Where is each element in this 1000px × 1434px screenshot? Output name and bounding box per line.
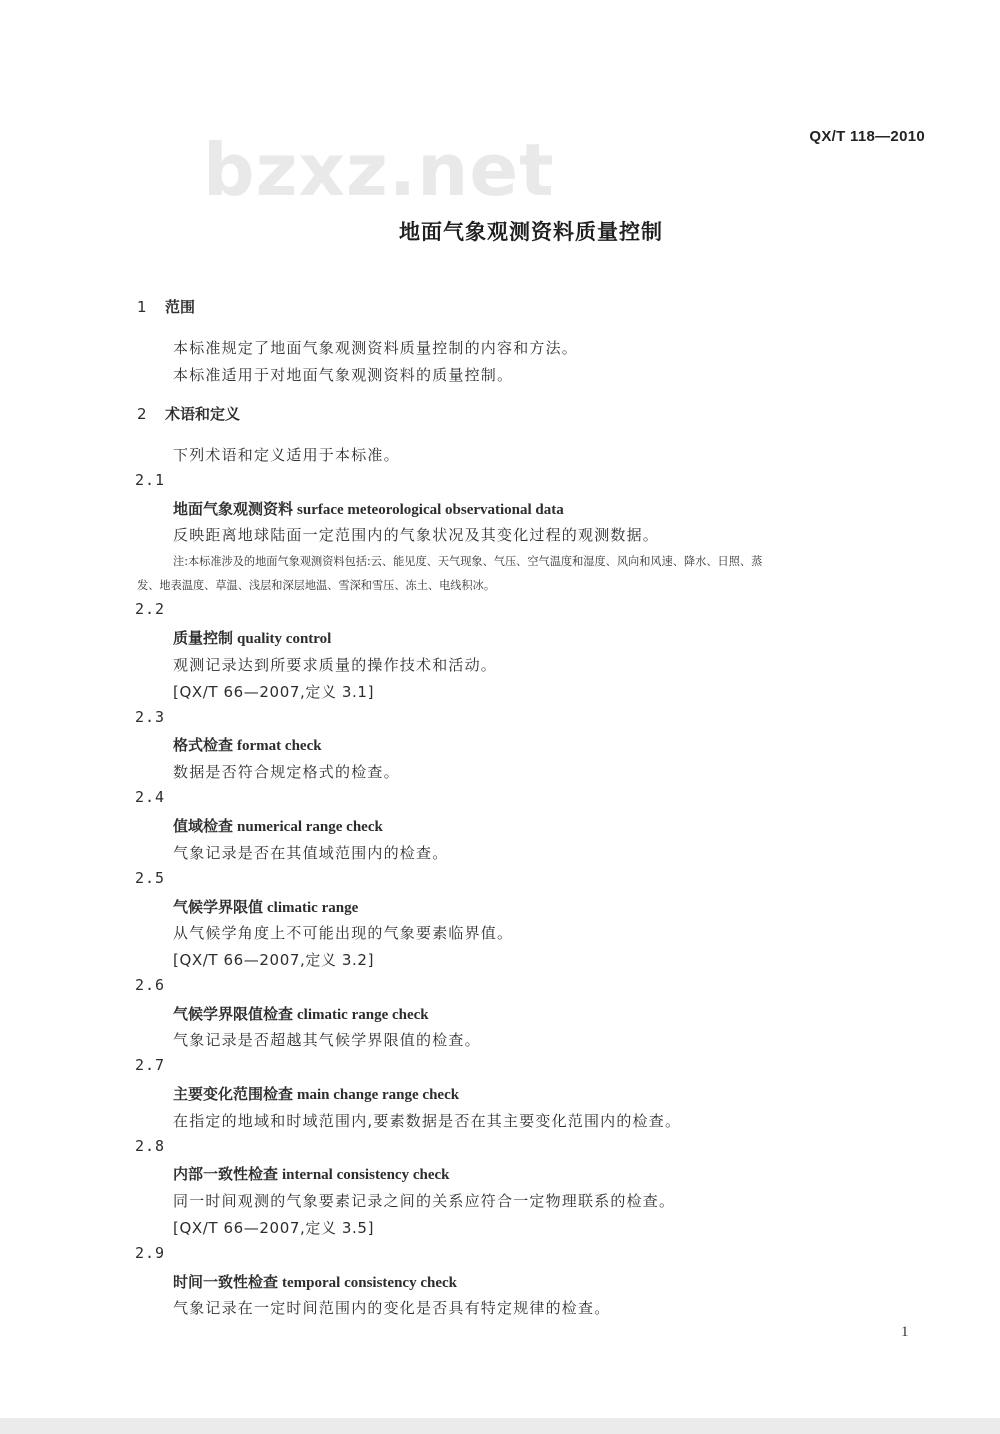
reference: [QX/T 66—2007,定义 3.2] xyxy=(173,951,375,969)
term-zh: 质量控制 xyxy=(173,629,234,647)
term-definition: 气象记录是否超越其气候学界限值的检查。 xyxy=(173,1031,481,1049)
term-en: climatic range xyxy=(267,900,359,916)
page-title: 地面气象观测资料质量控制 xyxy=(399,220,663,244)
term-en: numerical range check xyxy=(237,819,383,835)
paragraph: 本标准规定了地面气象观测资料质量控制的内容和方法。 xyxy=(173,339,579,357)
clause-number: 2.4 xyxy=(135,788,166,806)
section-number: 2 xyxy=(137,405,147,423)
clause-number: 2.8 xyxy=(135,1137,166,1155)
watermark: bzxz.net xyxy=(203,128,555,212)
term-zh: 值域检查 xyxy=(173,817,234,835)
term-zh: 气候学界限值检查 xyxy=(173,1005,294,1023)
clause-number: 2.9 xyxy=(135,1244,166,1262)
term-zh: 格式检查 xyxy=(173,736,234,754)
clause-number: 2.3 xyxy=(135,708,166,726)
term-title xyxy=(173,1083,459,1104)
standard-code: QX/T 118—2010 xyxy=(809,128,925,145)
clause-number: 2.6 xyxy=(135,976,166,994)
term-definition: 同一时间观测的气象要素记录之间的关系应符合一定物理联系的检查。 xyxy=(173,1192,676,1210)
reference: [QX/T 66—2007,定义 3.5] xyxy=(173,1219,375,1237)
paragraph: 本标准适用于对地面气象观测资料的质量控制。 xyxy=(173,366,514,384)
term-definition: 气象记录是否在其值域范围内的检查。 xyxy=(173,844,449,862)
term-title xyxy=(173,1163,450,1184)
section-heading-2 xyxy=(137,403,240,424)
term-en: main change range check xyxy=(297,1087,460,1103)
note: 发、地表温度、草温、浅层和深层地温、雪深和雪压、冻土、电线积冰。 xyxy=(137,579,496,592)
section-heading-1 xyxy=(137,296,195,317)
term-title xyxy=(173,815,383,836)
clause-number: 2.1 xyxy=(135,471,166,489)
term-definition: 数据是否符合规定格式的检查。 xyxy=(173,763,400,781)
term-title xyxy=(173,1271,457,1292)
term-definition: 观测记录达到所要求质量的操作技术和活动。 xyxy=(173,656,498,674)
clause-number: 2.2 xyxy=(135,600,166,618)
term-title xyxy=(173,627,331,648)
term-title xyxy=(173,498,564,519)
reference: [QX/T 66—2007,定义 3.1] xyxy=(173,683,375,701)
term-zh: 内部一致性检查 xyxy=(173,1165,279,1183)
term-definition: 反映距离地球陆面一定范围内的气象状况及其变化过程的观测数据。 xyxy=(173,526,660,544)
term-zh: 主要变化范围检查 xyxy=(173,1085,294,1103)
section-number: 1 xyxy=(137,298,147,316)
term-en: quality control xyxy=(237,631,332,647)
term-en: format check xyxy=(237,738,322,754)
term-en: surface meteorological observational data xyxy=(297,502,564,518)
term-zh: 地面气象观测资料 xyxy=(173,500,294,518)
section-title: 范围 xyxy=(165,298,196,316)
term-zh: 气候学界限值 xyxy=(173,898,264,916)
term-zh: 时间一致性检查 xyxy=(173,1273,279,1291)
section-title: 术语和定义 xyxy=(165,405,241,423)
term-en: temporal consistency check xyxy=(282,1275,457,1291)
term-definition: 气象记录在一定时间范围内的变化是否具有特定规律的检查。 xyxy=(173,1299,611,1317)
paragraph: 下列术语和定义适用于本标准。 xyxy=(173,446,400,464)
term-title xyxy=(173,1003,429,1024)
note: 注:本标准涉及的地面气象观测资料包括:云、能见度、天气现象、气压、空气温度和湿度、风向和风速、降水、日照、蒸 xyxy=(173,555,763,568)
term-title xyxy=(173,896,358,917)
term-title xyxy=(173,734,322,755)
term-definition: 从气候学角度上不可能出现的气象要素临界值。 xyxy=(173,924,514,942)
term-en: climatic range check xyxy=(297,1007,429,1023)
term-en: internal consistency check xyxy=(282,1167,450,1183)
term-definition: 在指定的地域和时域范围内,要素数据是否在其主要变化范围内的检查。 xyxy=(173,1112,682,1130)
page-number: 1 xyxy=(901,1324,909,1340)
clause-number: 2.5 xyxy=(135,869,166,887)
clause-number: 2.7 xyxy=(135,1056,166,1074)
viewer-bottom-bar xyxy=(0,1418,1000,1434)
